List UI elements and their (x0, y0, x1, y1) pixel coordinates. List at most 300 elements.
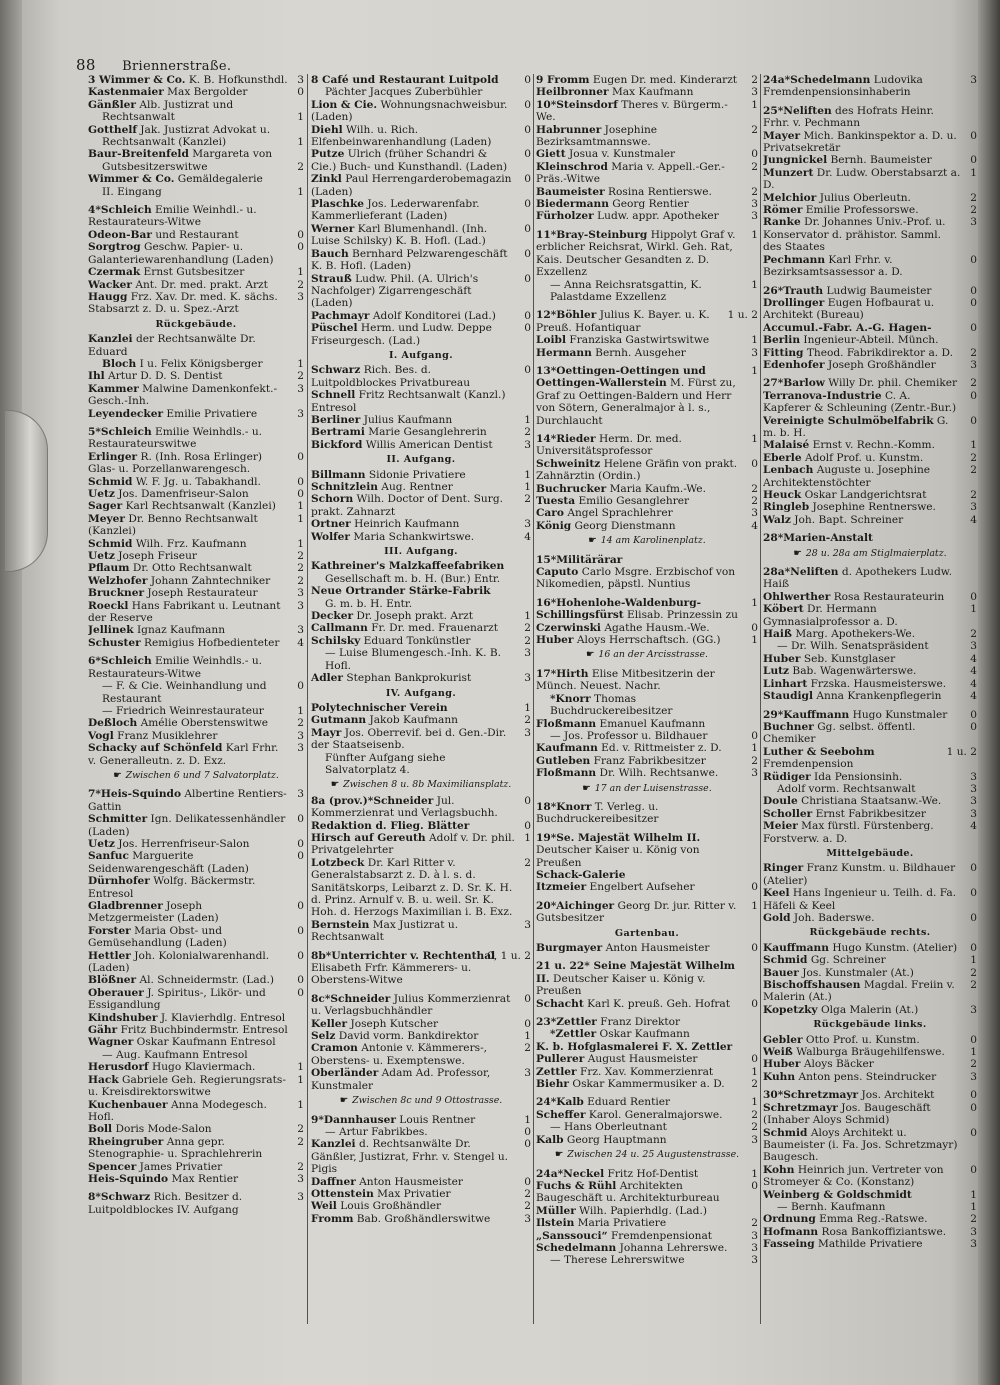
directory-entry (536, 186, 758, 198)
floor-number: 0 (751, 148, 758, 161)
floor-number: 3 (297, 74, 304, 86)
floor-number: 0 (297, 837, 304, 850)
entry-name: Gänßler (88, 98, 137, 111)
section-heading: Rückgebäude links. (813, 1019, 927, 1031)
entry-name: Wimmer & Co. (88, 173, 175, 186)
floor-number: 2 (297, 550, 304, 563)
directory-entry (88, 925, 304, 950)
entry-detail: Ign. Delikatessenhändler (Laden) (88, 813, 286, 838)
entry-detail: Seb. Kunstglaser (800, 652, 896, 665)
floor-number: 1 (297, 1061, 304, 1074)
entry-name: Gotthelf (88, 123, 137, 136)
entry-detail: Heinrich jun. Vertreter von Stromeyer & Co. (Konstanz) (763, 1163, 944, 1189)
floor-number: 0 (297, 488, 304, 500)
directory-entry (311, 493, 531, 518)
entry-name: Berliner (311, 413, 361, 426)
directory-entry (763, 1058, 977, 1070)
entry-detail: Artur D. D. S. Dentist (104, 370, 223, 383)
entry-name: Uetz (88, 837, 115, 850)
entry-detail: Joseph Restaurateur (144, 587, 258, 600)
entry-detail: Gg. Schreiner (807, 954, 886, 967)
directory-entry (536, 1205, 758, 1217)
directory-entry (88, 451, 304, 476)
entry-detail: David vorm. Bankdirektor (335, 1030, 479, 1043)
entry-detail: Gutsbesitzerswitwe (102, 160, 208, 173)
entry-name: 24a*Neckel (536, 1167, 605, 1180)
directory-entry (311, 481, 531, 493)
entry-continuation (88, 186, 304, 198)
entry-detail: Anton pens. Steindrucker (795, 1070, 937, 1083)
directory-entry (763, 452, 977, 464)
entry-name: Malaisé (763, 439, 810, 452)
entry-name: Gutmann (311, 714, 367, 727)
entry-detail: Jak. Justizrat Advokat u. (136, 123, 271, 136)
entry-detail: Joseph Metzgermeister (Laden) (88, 900, 219, 925)
entry-detail: Bab. Großhändlerswitwe (353, 1212, 491, 1225)
floor-number: 1 (970, 603, 977, 616)
entry-detail: Ignaz Kaufmann (133, 624, 226, 637)
entry-name: Schilsky (311, 634, 361, 647)
entry-name: Weiß (763, 1046, 793, 1059)
entry-name: Accumul.-Fabr. A.-G. Hagen-Berlin (763, 321, 932, 347)
floor-number: 1 (751, 742, 758, 755)
entry-detail: Karol. Generalmajorswe. (585, 1108, 723, 1121)
entry-detail: Jos. Baugeschäft (Inhaber Aloys Schmid) (763, 1101, 931, 1127)
entry-name: Tuesta (536, 495, 576, 507)
entry-name: Schmid (88, 537, 133, 550)
directory-entry (311, 702, 531, 714)
entry-name: Caro (536, 507, 564, 520)
entry-name: Vereinigte Schulmöbelfabrik (763, 414, 934, 427)
entry-name: Heilbronner (536, 86, 609, 99)
floor-number: 2 (970, 377, 977, 390)
floor-number: 2 (751, 754, 758, 767)
floor-number: 1 (297, 185, 304, 198)
entry-name: Kopetzky (763, 1003, 818, 1016)
entry-detail: Adolf Konditorei (Lad.) (369, 309, 496, 322)
entry-name: 27*Barlow (763, 377, 825, 390)
directory-entry (88, 950, 304, 975)
entry-name: Edenhofer (763, 358, 825, 371)
entry-name: Polytechnischer Verein (311, 701, 448, 714)
entry-name: K. b. Hofglasmalerei F. X. Zettler (536, 1040, 733, 1053)
floor-number: 0 (524, 123, 531, 136)
floor-number: 0 (524, 309, 531, 322)
floor-number: 0 (751, 1053, 758, 1066)
directory-entry (536, 210, 758, 222)
directory-entry (763, 808, 977, 820)
directory-entry (763, 285, 977, 297)
floor-number: 0 (751, 1179, 758, 1192)
column-rule (533, 74, 534, 1324)
floor-number: 0 (524, 173, 531, 186)
directory-entry (536, 1217, 758, 1229)
floor-number: 0 (970, 253, 977, 266)
floor-number: 1 (751, 278, 758, 291)
entry-detail: Thomas Buchdruckereibesitzer (550, 692, 673, 718)
floor-number: 0 (297, 974, 304, 987)
entry-detail: Maria Schankwirtswe. (350, 530, 475, 543)
floor-number: 0 (297, 813, 304, 826)
entry-continuation (311, 598, 531, 610)
entry-detail: Agathe Hausm.-We. (600, 621, 710, 634)
entry-name: Fasseing (763, 1238, 815, 1251)
floor-number: 1 (751, 334, 758, 347)
floor-number: 1 (751, 1167, 758, 1180)
floor-number: 1 (751, 634, 758, 647)
floor-number: 0 (751, 942, 758, 954)
floor-number: 1 (970, 1200, 977, 1213)
entry-detail: Aloys Architekt u. Baumeister (i. Fa. Jos. Schretzmayr) Baugesch. (763, 1126, 958, 1164)
entry-name: Püschel (311, 322, 358, 335)
directory-entry (311, 531, 531, 543)
entry-name: Ohlwerther (763, 590, 831, 603)
entry-name: Schacht (536, 997, 584, 1010)
entry-name: Kindshuber (88, 1011, 158, 1024)
entry-detail: Karl K. preuß. Geh. Hofrat (583, 997, 730, 1010)
directory-entry (88, 99, 304, 111)
floor-number: 2 (751, 1078, 758, 1091)
entry-name: Hirsch auf Gereuth (311, 831, 426, 844)
entry-name: Kalb (536, 1133, 564, 1146)
directory-entry (763, 653, 977, 665)
floor-number: 1 (751, 1096, 758, 1109)
directory-entry (763, 322, 977, 347)
floor-number: 0 (297, 241, 304, 254)
floor-number: 0 (970, 284, 977, 297)
entry-name: Ottenstein (311, 1187, 374, 1200)
entry-detail: Fritz Buchbindermstr. Entresol (117, 1024, 288, 1037)
entry-detail: Ludwig Baumeister (823, 284, 932, 297)
directory-entry (311, 469, 531, 481)
entry-detail: Geschw. Papier- u. Galanteriewarenhandlung (Laden) (88, 241, 274, 266)
floor-number: 2 (524, 1042, 531, 1055)
entry-detail: Rich. Bes. d. Luitpoldblockes Privatbureau (311, 364, 471, 389)
entry-detail: Aug. Rentner (377, 481, 453, 493)
directory-entry (88, 850, 304, 875)
floor-number: 3 (751, 1241, 758, 1254)
entry-detail: Emilie Weinhdl.- u. Restaurateurs-Witwe (88, 204, 257, 229)
entry-detail: Sidonie Privatiere (365, 468, 466, 481)
entry-detail: Theres v. Bürgerm.-We. (536, 98, 728, 124)
directory-entry (536, 309, 758, 334)
floor-number: 2 (751, 1108, 758, 1121)
entry-name: Sanfuc (88, 850, 129, 863)
entry-detail: Dr. Wilh. Rechtsanwe. (596, 767, 719, 780)
entry-name: Czerwinski (536, 621, 601, 634)
directory-entry (536, 832, 758, 869)
entry-name: Bauch (311, 247, 349, 260)
entry-name: Kanzlei (311, 1138, 356, 1151)
floor-number: 3 (297, 1172, 304, 1185)
floor-number: 3 (751, 767, 758, 780)
entry-name: Giett (536, 148, 566, 161)
floor-number: 0 (970, 1163, 977, 1176)
directory-entry (311, 950, 531, 987)
floor-number: 1 (297, 266, 304, 279)
floor-number: 0 (524, 222, 531, 235)
entry-name: Biedermann (536, 198, 609, 211)
pointing-hand-icon: ☛ (585, 649, 595, 661)
directory-entry (763, 347, 977, 359)
entry-name: Forster (88, 924, 131, 937)
entry-detail: Julius Kaufmann (360, 413, 453, 426)
directory-entry (88, 730, 304, 742)
entry-name: Munzert (763, 166, 814, 179)
entry-name: Scheffer (536, 1108, 586, 1121)
directory-entry (763, 678, 977, 690)
floor-number: 0 (524, 148, 531, 161)
entry-detail: Bernhard Pelzwarengeschäft K. B. Hofl. (Laden) (311, 247, 508, 273)
floor-number: 0 (297, 900, 304, 912)
entry-detail: Max Bergolder (163, 86, 248, 99)
entry-name: Caputo (536, 566, 579, 579)
entry-detail: — Hans Oberleutnant (550, 1121, 667, 1134)
entry-detail: Max fürstl. Fürstenberg. Forstverw. a. D. (763, 820, 934, 845)
directory-entry (536, 566, 758, 591)
entry-name: Gold (763, 912, 791, 924)
entry-name: 20*Aichinger (536, 899, 615, 912)
note-text: Zwischen 8c und 9 Ottostrasse. (352, 1095, 503, 1107)
entry-name: Drollinger (763, 296, 825, 309)
directory-entry (763, 1127, 977, 1164)
entry-name: Welzhofer (88, 574, 148, 587)
floor-number: 0 (970, 389, 977, 402)
directory-entry (763, 942, 977, 954)
entry-detail: Anna gepr. Stenographie- u. Sprachlehrerin (88, 1135, 263, 1161)
entry-detail: Bab. Wagenwärterswe. (789, 665, 917, 678)
entry-name: Müller (536, 1204, 576, 1217)
directory-entry (763, 603, 977, 628)
entry-detail: d. Rechtsanwälte Dr. Gänßler, Justizrat, Frhr. v. Stengel u. Pigis (311, 1138, 509, 1176)
entry-detail: Franz Fabrikbesitzer (590, 754, 706, 767)
floor-number: 3 (751, 198, 758, 211)
floor-number: 1 (970, 1188, 977, 1201)
directory-entry (763, 377, 977, 389)
directory-entry (536, 347, 758, 359)
entry-name: Kathreiner's Malzkaffeefabriken (311, 560, 505, 573)
directory-entry (311, 622, 531, 634)
entry-name: Ordnung (763, 1213, 816, 1226)
entry-detail: Eduard Tonkünstler (360, 634, 471, 647)
floor-number: 3 (970, 782, 977, 795)
directory-entry (536, 520, 758, 532)
floor-number: 4 (970, 652, 977, 665)
entry-name: Scholler (763, 807, 813, 820)
floor-number: 2 (970, 464, 977, 477)
entry-name: Schuster (88, 636, 141, 649)
floor-number: 0 (970, 1101, 977, 1114)
entry-detail: Dr. Karl Ritter v. Generalstabsarzt z. D. à l. s. d. Sanitätskorps, Leibarzt z. D. Sr. K. H. d. Prinz. Arnulf v. B. u. weil. Sr. K. Hoh. d. Herzogs Maximilian i. B. Exz. (311, 856, 513, 919)
directory-entry (763, 415, 977, 440)
entry-name: Lion & Cie. (311, 98, 378, 111)
entry-detail: Olga Malerin (At.) (817, 1003, 919, 1016)
entry-detail: Wilh. u. Rich. Elfenbeinwarenhandlung (Laden) (311, 123, 492, 149)
floor-number: 2 (524, 634, 531, 647)
entry-detail: Rosina Rentierswe. (604, 185, 712, 198)
entry-detail: Maria v. Appell.-Ger.-Präs.-Witwe (536, 160, 725, 186)
floor-number: 0 (751, 881, 758, 894)
directory-entry (536, 1096, 758, 1108)
entry-name: 8c*Schneider (311, 992, 391, 1005)
column-1 (88, 74, 304, 1374)
entry-detail: Anna Krankenpflegerin (812, 690, 942, 703)
directory-entry (536, 161, 758, 186)
floor-number: 2 (297, 1160, 304, 1173)
entry-detail: Gemäldegalerie (174, 173, 263, 186)
directory-entry (311, 310, 531, 322)
entry-name: 6*Schleich (88, 655, 152, 668)
directory-entry (536, 483, 758, 495)
entry-detail: Emilie Weinhdls.- u. Restaurateurswitwe (88, 425, 263, 451)
entry-detail: Walburga Bräugehilfenswe. (792, 1046, 945, 1059)
floor-number: 0 (297, 850, 304, 863)
directory-entry (536, 881, 758, 893)
directory-entry (88, 426, 304, 451)
entry-name: Diehl (311, 123, 343, 136)
directory-entry (763, 216, 977, 253)
location-note (536, 1149, 758, 1161)
entry-detail: d. Apothekers Ludw. Haiß (763, 566, 952, 591)
floor-number: 1 (970, 1046, 977, 1059)
page-number: 88 (76, 56, 96, 74)
floor-number: 1 (524, 1030, 531, 1043)
directory-entry (763, 464, 977, 489)
entry-continuation (88, 161, 304, 173)
directory-entry (536, 365, 758, 427)
entry-name: 10*Steinsdorf (536, 98, 618, 111)
entry-name: Wagner (88, 1036, 134, 1049)
floor-number: 2 (297, 562, 304, 575)
directory-entry (311, 832, 531, 857)
entry-detail: Jos. Lederwarenfabr. Kammerlieferant (Laden) (311, 198, 480, 223)
entry-detail: Wilh. Doctor of Dent. Surg. prakt. Zahnarzt (311, 493, 503, 518)
entry-name: Ortner (311, 518, 351, 531)
entry-detail: Jos. Oberrevif. bei d. Gen.-Dir. der Staatseisenb. (311, 726, 507, 752)
directory-entry (763, 1226, 977, 1238)
directory-entry (763, 628, 977, 640)
directory-entry (88, 575, 304, 587)
entry-detail: Joh. Bapt. Schreiner (790, 513, 904, 526)
entry-detail: Antonie v. Kämmerers-, Oberstens- u. Exemptenswe. (311, 1042, 488, 1067)
directory-entry (88, 1061, 304, 1073)
floor-number: 3 (524, 438, 531, 451)
entry-detail: Anton Hausmeister (355, 1175, 463, 1188)
floor-number: 3 (524, 918, 531, 931)
floor-number: 2 (970, 204, 977, 217)
entry-detail: Willis American Dentist (362, 438, 493, 451)
directory-entry (763, 979, 977, 1004)
entry-name: Odeon-Bar (88, 228, 152, 241)
entry-detail: Franziska Gastwirtswitwe (565, 334, 710, 347)
entry-name: Gebler (763, 1033, 803, 1046)
entry-continuation (311, 86, 531, 98)
entry-detail: Georg Rentier (608, 198, 689, 211)
entry-name: Linhart (763, 677, 808, 690)
entry-name: Kastenmaier (88, 86, 164, 99)
directory-entry (88, 241, 304, 266)
entry-name: Deßloch (88, 717, 138, 730)
entry-name: Biehr (536, 1078, 570, 1091)
pointing-hand-icon: ☛ (330, 779, 340, 791)
entry-detail: James Privatier (136, 1160, 223, 1173)
floor-number: 0 (970, 414, 977, 427)
entry-detail: Maria Privatiere (574, 1217, 667, 1230)
entry-name: Wacker (88, 278, 132, 291)
note-text: 14 am Karolinenplatz. (600, 535, 706, 547)
entry-name: Schmid (763, 954, 808, 967)
entry-name: Hettler (88, 949, 131, 962)
entry-name: Huber (536, 634, 574, 647)
floor-number: 3 (297, 587, 304, 600)
entry-name: Schnitzlein (311, 481, 378, 493)
directory-entry (536, 1230, 758, 1242)
floor-number: 0 (970, 1033, 977, 1046)
entry-name: 5*Schleich (88, 425, 152, 438)
entry-detail: Ludovika Fremdenpensionsinhaberin (763, 74, 923, 99)
location-note (88, 770, 304, 782)
entry-detail: Al. Schneidermstr. (Lad.) (136, 974, 275, 987)
directory-entry (311, 1188, 531, 1200)
entry-name: Ihl (88, 370, 105, 383)
note-text: Zwischen 6 und 7 Salvatorplatz. (125, 769, 279, 781)
entry-detail: Deutscher Kaiser u. König von Preußen (536, 844, 700, 869)
floor-number: 0 (524, 1125, 531, 1138)
floor-number: 0 (970, 129, 977, 142)
entry-detail: G. m. b. H. (763, 414, 949, 439)
entry-detail: Jos. Architekt (858, 1089, 935, 1102)
floor-number: 4 (970, 820, 977, 833)
entry-detail: Max Rentier (168, 1172, 239, 1185)
entry-detail: G. m. b. H. Entr. (325, 597, 413, 610)
entry-name: Gladbrenner (88, 900, 163, 912)
entry-name: Floßmann (536, 717, 597, 730)
entry-name: Plaschke (311, 198, 365, 211)
entry-name: 26*Trauth (763, 284, 824, 297)
entry-detail: Jos. Kunstmaler (At.) (798, 966, 914, 979)
floor-number: 2 (751, 185, 758, 198)
entry-name: Daffner (311, 1175, 356, 1188)
directory-entry (311, 148, 531, 173)
entry-name: Schwarz (311, 364, 361, 377)
entry-detail: Jos. Damenfriseur-Salon (114, 488, 249, 500)
entry-name: Kuhn (763, 1070, 796, 1083)
entry-name: 4*Schleich (88, 204, 152, 217)
note-text: Zwischen 8 u. 8b Maximiliansplatz. (343, 779, 512, 791)
entry-name: Spencer (88, 1160, 137, 1173)
entry-detail: Hans Ingenieur u. Teilh. d. Fa. Häfeli & Keel (763, 887, 957, 912)
entry-name: Terranova-Industrie (763, 389, 882, 402)
section-heading: I. Aufgang. (388, 349, 454, 361)
entry-detail: Adolf Prof. u. Kunstm. (801, 451, 924, 464)
directory-entry (88, 742, 304, 767)
entry-detail: Karl Blumenhandl. (Inh. Luise Schilsky) K. B. Hofl. (Lad.) (311, 222, 488, 248)
floor-number: 0 (970, 912, 977, 924)
floor-number: 3 (297, 729, 304, 742)
floor-number: 3 (970, 1225, 977, 1238)
entry-name: 8 Café und Restaurant Luitpold (311, 74, 499, 86)
directory-entry (88, 370, 304, 382)
floor-number: 1 (297, 500, 304, 513)
entry-detail: Dr. Joseph prakt. Arzt (353, 610, 473, 623)
entry-name: Pflaum (88, 562, 130, 575)
floor-number: 2 (524, 714, 531, 727)
directory-entry (763, 105, 977, 130)
entry-detail: Josua v. Kunstmaler (565, 148, 676, 161)
floor-number: 0 (524, 794, 531, 807)
floor-number: 2 (751, 160, 758, 173)
floor-number: 2 (524, 856, 531, 869)
